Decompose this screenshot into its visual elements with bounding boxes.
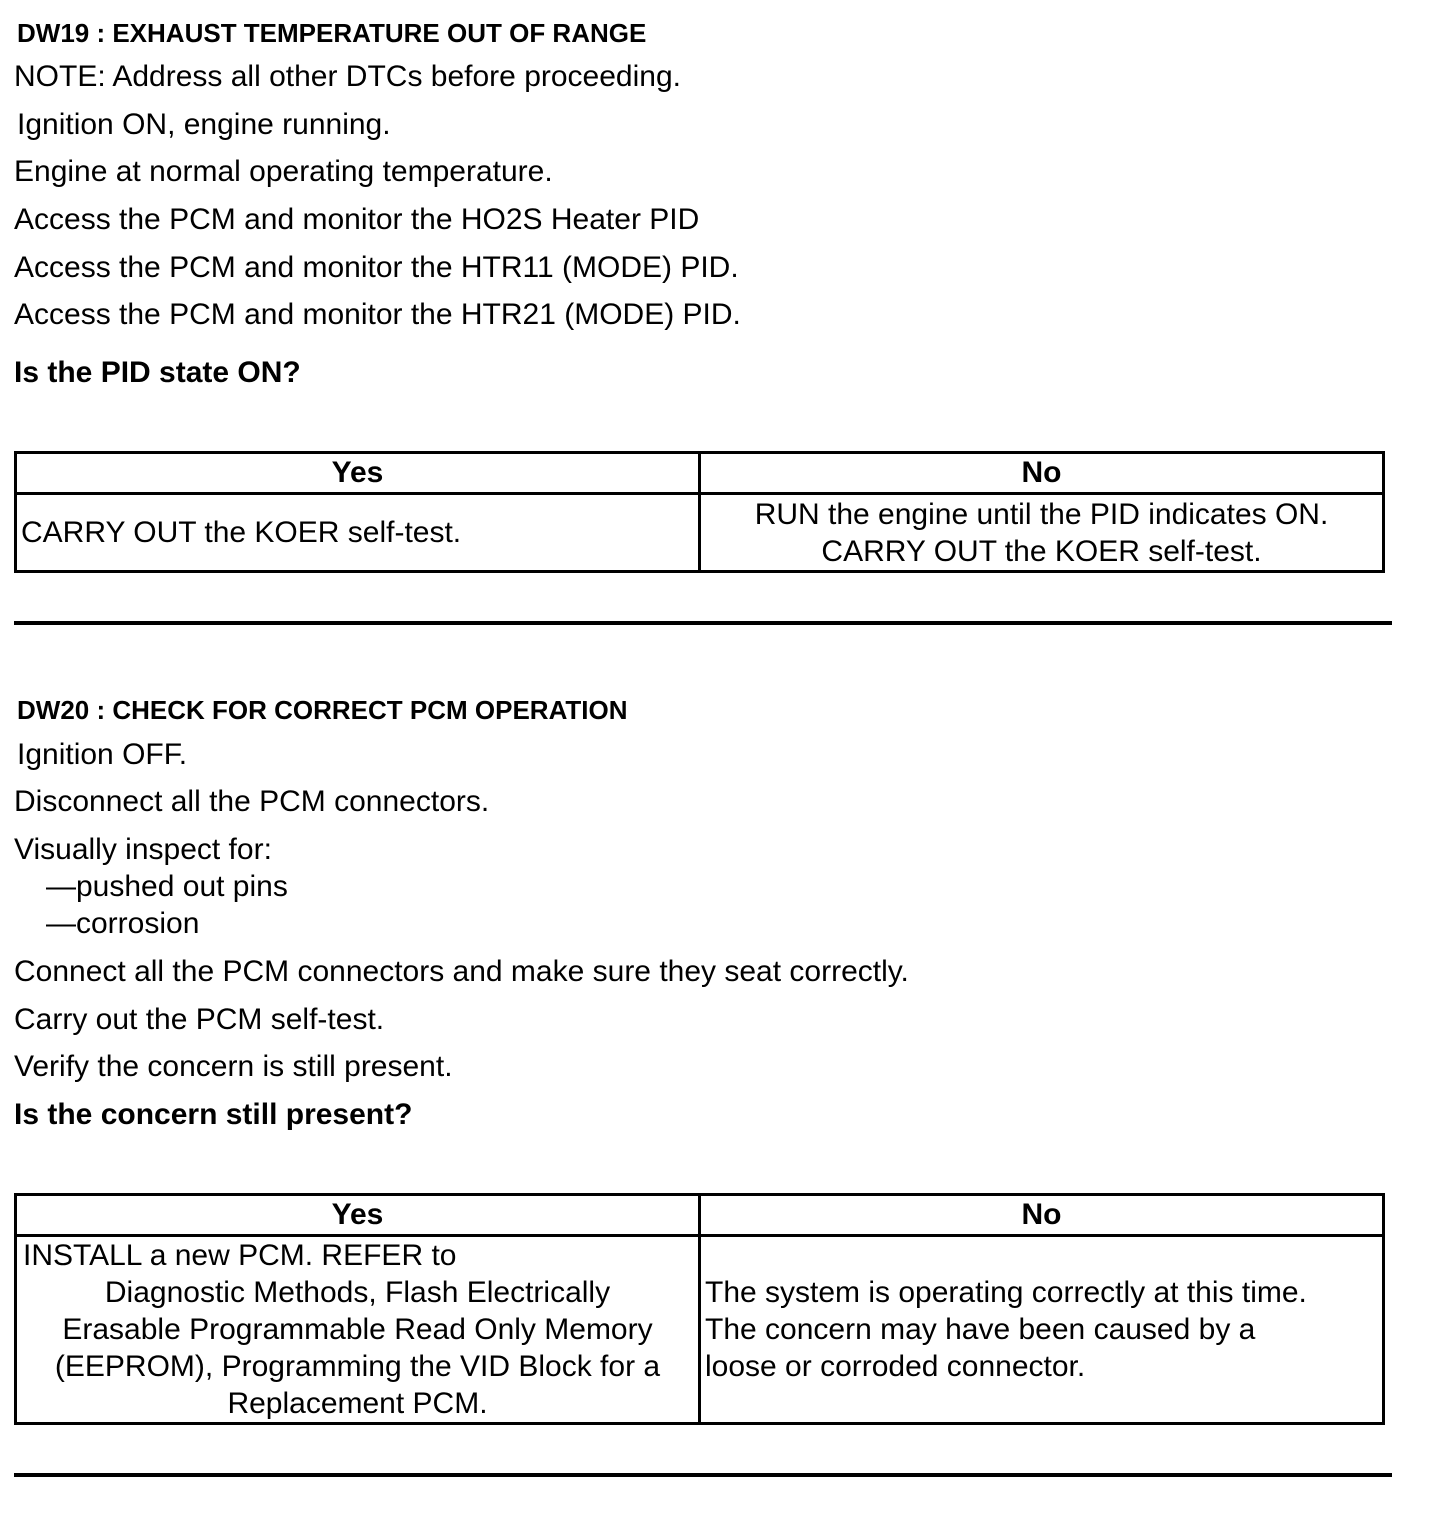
dw20-question: Is the concern still present? — [14, 1098, 413, 1131]
dw19-yes-action: CARRY OUT the KOER self-test. — [16, 494, 700, 572]
dw20-no-line: The system is operating correctly at this time. — [705, 1276, 1307, 1309]
section-divider — [14, 1473, 1392, 1477]
dw19-table-body-row — [16, 494, 1384, 572]
dw20-no-line: The concern may have been caused by a — [705, 1313, 1256, 1346]
dw19-title: DW19 : EXHAUST TEMPERATURE OUT OF RANGE — [17, 18, 647, 48]
dw19-table-header-row — [16, 453, 1384, 494]
dw19-question: Is the PID state ON? — [14, 356, 301, 389]
dw20-table-header-row — [16, 1195, 1384, 1236]
dw20-step-connect: Connect all the PCM connectors and make sure they seat correctly. — [14, 955, 909, 988]
dw20-step-verify: Verify the concern is still present. — [14, 1050, 453, 1083]
dw19-no-action — [700, 494, 1384, 572]
dw20-no-header: No — [700, 1195, 1384, 1236]
dw20-step-disconnect: Disconnect all the PCM connectors. — [14, 785, 490, 818]
dw19-step-ho2s-pid: Access the PCM and monitor the HO2S Heater PID — [14, 203, 700, 236]
dw20-inspect-item-corrosion: —corrosion — [46, 907, 200, 940]
dw20-inspect-item-pins: —pushed out pins — [46, 870, 288, 903]
dw19-no-line: RUN the engine until the PID indicates ON. — [754, 497, 1329, 531]
dw19-yes-header: Yes — [16, 453, 700, 494]
dw20-yes-line: (EEPROM), Programming the VID Block for a — [54, 1350, 661, 1383]
section-divider — [14, 621, 1392, 625]
dw20-yes-no-table — [14, 1193, 1385, 1425]
dw20-title: DW20 : CHECK FOR CORRECT PCM OPERATION — [17, 695, 628, 725]
dw20-step-ignition-off: Ignition OFF. — [17, 738, 188, 771]
dw20-no-line: loose or corroded connector. — [705, 1350, 1086, 1383]
dw20-step-self-test: Carry out the PCM self-test. — [14, 1003, 385, 1036]
dw19-step-ignition: Ignition ON, engine running. — [17, 108, 391, 141]
dw19-step-note: NOTE: Address all other DTCs before proceeding. — [14, 60, 681, 93]
dw20-yes-line: INSTALL a new PCM. REFER to — [23, 1239, 457, 1272]
dw20-yes-line: Replacement PCM. — [227, 1387, 488, 1420]
dw19-step-engine-temp: Engine at normal operating temperature. — [14, 155, 553, 188]
dw19-yes-no-table — [14, 451, 1385, 573]
dw19-no-header: No — [700, 453, 1384, 494]
dw20-table-body-row — [16, 1236, 1384, 1424]
dw20-no-action — [700, 1236, 1384, 1424]
dw20-step-inspect: Visually inspect for: — [14, 833, 272, 866]
dw20-yes-line: Erasable Programmable Read Only Memory — [62, 1313, 653, 1346]
dw19-step-htr11-pid: Access the PCM and monitor the HTR11 (MODE) PID. — [14, 251, 739, 284]
dw19-no-line: CARRY OUT the KOER self-test. — [821, 534, 1262, 568]
dw20-yes-action — [16, 1236, 700, 1424]
dw19-step-htr21-pid: Access the PCM and monitor the HTR21 (MODE) PID. — [14, 298, 741, 331]
dw20-yes-header: Yes — [16, 1195, 700, 1236]
dw20-yes-line: Diagnostic Methods, Flash Electrically — [104, 1276, 611, 1309]
